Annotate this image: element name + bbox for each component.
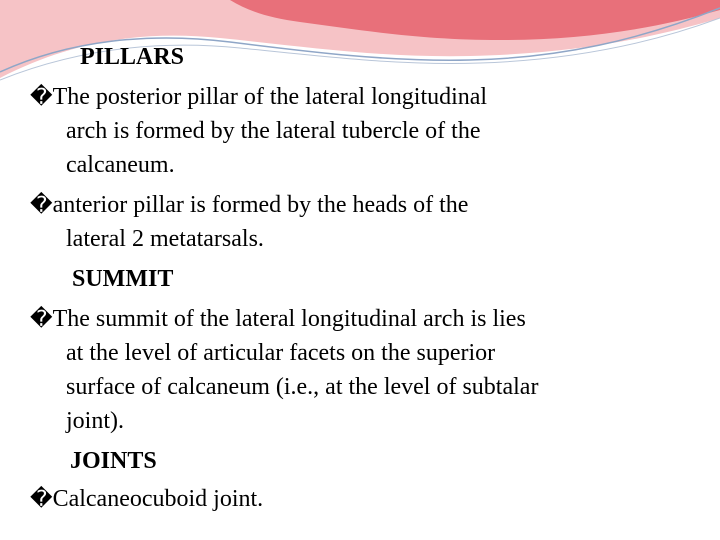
bullet-line	[30, 82, 487, 113]
bullet-continuation: surface of calcaneum (i.e., at the level of subtalar	[66, 374, 539, 400]
bullet-continuation: at the level of articular facets on the superior	[66, 340, 496, 366]
bullet-continuation: joint).	[66, 408, 124, 434]
heading-pillars: PILLARS	[80, 44, 185, 70]
bullet-continuation: calcaneum.	[66, 152, 175, 178]
bullet-icon: �	[30, 487, 53, 512]
bullet-text: anterior pillar is formed by the heads of the	[52, 192, 469, 218]
bullet-text: The summit of the lateral longitudinal arch is lies	[52, 306, 526, 332]
bullet-text: The posterior pillar of the lateral longitudinal	[52, 84, 488, 110]
bullet-line	[30, 190, 468, 221]
bullet-continuation: lateral 2 metatarsals.	[66, 226, 264, 252]
heading-joints: JOINTS	[70, 448, 157, 474]
bullet-icon: �	[30, 193, 53, 218]
bullet-line	[30, 304, 526, 335]
bullet-continuation: arch is formed by the lateral tubercle of the	[66, 118, 481, 144]
bullet-icon: �	[30, 85, 53, 110]
bullet-text: Calcaneocuboid joint.	[52, 486, 264, 512]
bullet-line	[30, 484, 263, 515]
bullet-icon: �	[30, 307, 53, 332]
heading-summit: SUMMIT	[72, 266, 174, 292]
